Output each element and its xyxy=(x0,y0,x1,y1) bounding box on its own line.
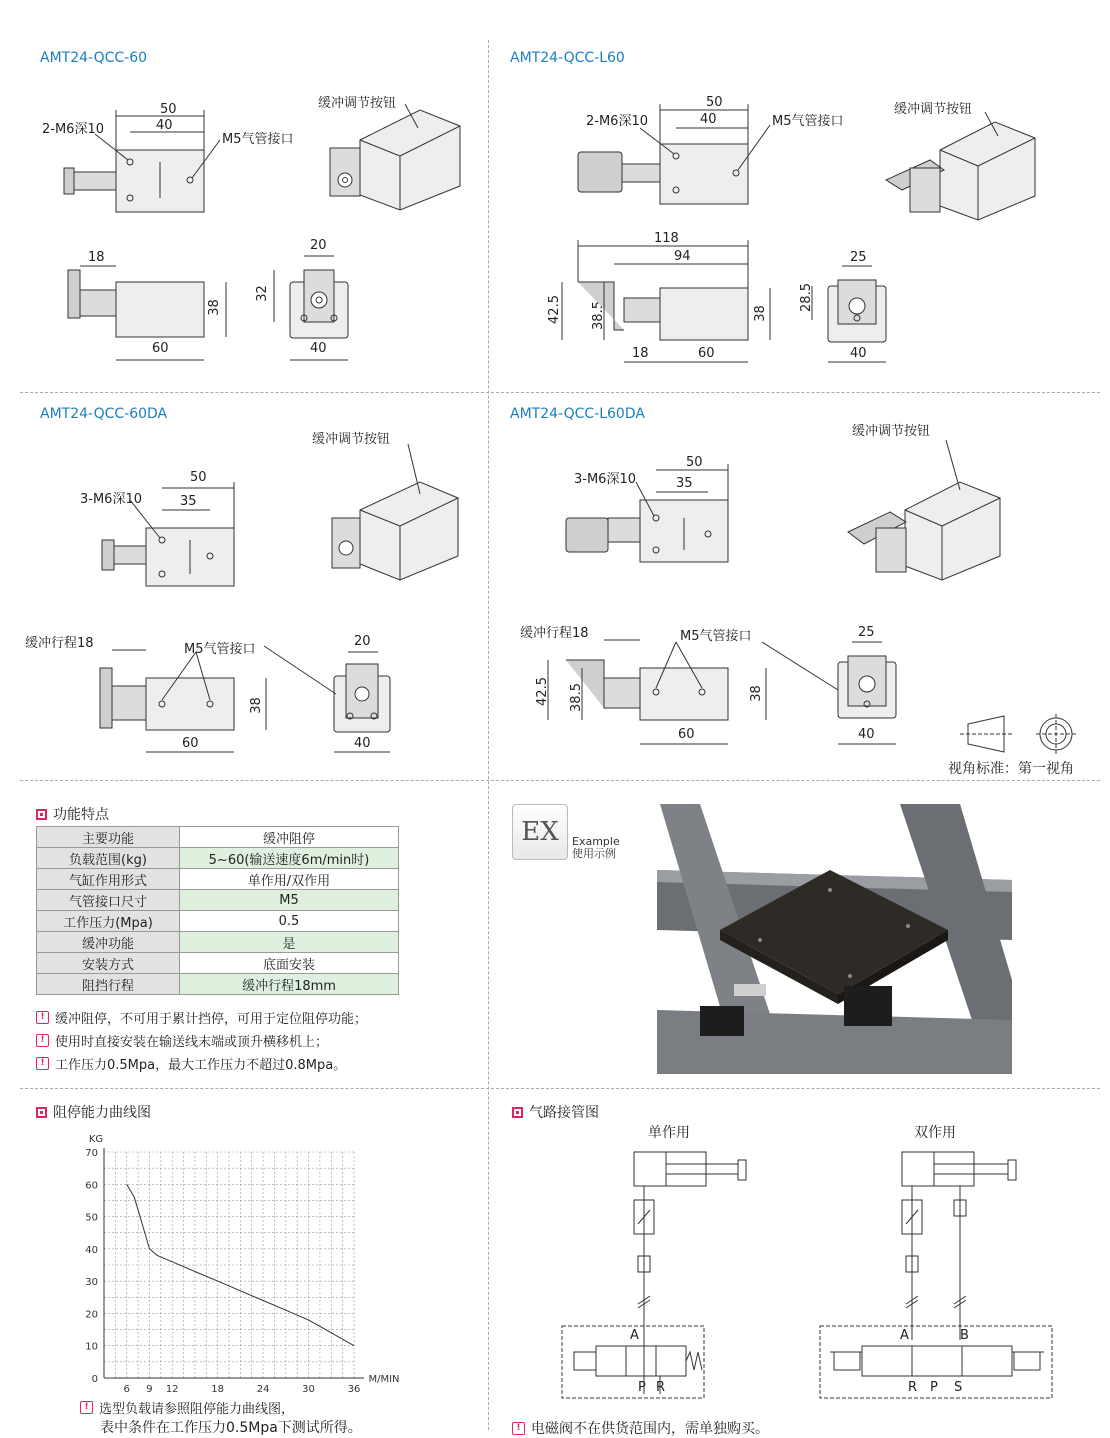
y-tick-label: 10 xyxy=(85,1341,98,1353)
knob-label: 缓冲调节按钮 xyxy=(852,424,931,439)
dim-label: 18 xyxy=(88,250,105,265)
y-tick-label: 30 xyxy=(85,1277,98,1289)
table-key: 工作压力(Mpa) xyxy=(37,911,180,932)
x-tick-label: 18 xyxy=(211,1384,225,1395)
dim-label: 42.5 xyxy=(534,677,550,706)
port-a: A xyxy=(630,1328,639,1343)
features-title-text: 功能特点 xyxy=(53,807,109,823)
x-tick-label: 9 xyxy=(146,1384,153,1395)
port-label: M5气管接口 xyxy=(184,642,256,657)
dim-label: 40 xyxy=(156,118,173,133)
dim-label: 50 xyxy=(706,95,723,110)
dim-label: 118 xyxy=(654,231,679,246)
port-p: P xyxy=(930,1380,938,1395)
port-r: R xyxy=(656,1380,666,1395)
port-label: M5气管接口 xyxy=(680,629,752,644)
note-text: 缓冲阻停，不可用于累计挡停，可用于定位阻停功能； xyxy=(55,1012,368,1027)
y-tick-label: 50 xyxy=(85,1212,98,1224)
dim-label: 38.5 xyxy=(568,683,584,712)
piping-title-text: 气路接管图 xyxy=(529,1105,599,1121)
example-caption-cn: 使用示例 xyxy=(572,847,616,860)
x-tick-label: 36 xyxy=(347,1384,361,1395)
table-value: 0.5 xyxy=(180,911,399,932)
dim-label: 40 xyxy=(310,341,327,356)
model-title: AMT24-QCC-60 xyxy=(40,50,148,66)
table-value: 单作用/双作用 xyxy=(180,869,399,890)
knob-label: 缓冲调节按钮 xyxy=(318,96,397,111)
warning-icon: ! xyxy=(80,1401,93,1414)
table-key: 阻挡行程 xyxy=(37,974,180,995)
table-value: 5~60(输送速度6m/min时) xyxy=(180,848,399,869)
x-tick-label: 12 xyxy=(165,1384,179,1395)
dim-label: 38 xyxy=(752,305,768,322)
dim-label: 50 xyxy=(686,455,703,470)
x-tick-label: 24 xyxy=(256,1384,270,1395)
warning-icon: ! xyxy=(36,1011,49,1024)
y-tick-label: 40 xyxy=(85,1244,98,1256)
y-tick-label: 70 xyxy=(85,1148,98,1159)
dim-label: 38 xyxy=(248,697,264,714)
warning-icon: ! xyxy=(36,1057,49,1070)
note-text: 电磁阀不在供货范围内，需单独购买。 xyxy=(531,1421,769,1437)
dim-label: 94 xyxy=(674,249,691,264)
model-title: AMT24-QCC-L60 xyxy=(510,50,625,66)
dim-label: 20 xyxy=(310,238,327,253)
port-label: M5气管接口 xyxy=(222,132,294,147)
table-key: 负载范围(kg) xyxy=(37,848,180,869)
stroke-label: 缓冲行程18 xyxy=(520,626,589,641)
note-text: 使用时直接安装在输送线末端或顶升横移机上； xyxy=(55,1035,329,1050)
dim-label: 40 xyxy=(700,112,717,127)
table-key: 缓冲功能 xyxy=(37,932,180,953)
dim-label: 50 xyxy=(160,102,177,117)
table-value: 缓冲行程18mm xyxy=(180,974,399,995)
x-axis-label: M/MIN xyxy=(368,1374,400,1385)
hole-label: 3-M6深10 xyxy=(80,492,142,507)
dim-label: 32 xyxy=(254,285,270,302)
dim-label: 60 xyxy=(678,727,695,742)
view-standard: 视角标准：第一视角 xyxy=(948,761,1074,777)
dim-label: 28.5 xyxy=(798,283,814,312)
dim-label: 38 xyxy=(206,299,222,316)
dim-label: 38.5 xyxy=(590,301,606,330)
dim-label: 18 xyxy=(632,346,649,361)
dim-label: 40 xyxy=(858,727,875,742)
x-tick-label: 30 xyxy=(302,1384,315,1395)
table-value: 底面安装 xyxy=(180,953,399,974)
knob-label: 缓冲调节按钮 xyxy=(312,432,391,447)
model-title: AMT24-QCC-60DA xyxy=(40,406,168,422)
port-label: M5气管接口 xyxy=(772,114,844,129)
warning-icon: ! xyxy=(36,1034,49,1047)
dim-label: 25 xyxy=(850,250,867,265)
port-p: P xyxy=(638,1380,646,1395)
port-r: R xyxy=(908,1380,918,1395)
curve-title-text: 阻停能力曲线图 xyxy=(53,1105,151,1121)
table-key: 气缸作用形式 xyxy=(37,869,180,890)
table-key: 安装方式 xyxy=(37,953,180,974)
y-axis-label: KG xyxy=(88,1134,104,1145)
dim-label: 50 xyxy=(190,470,207,485)
table-value: M5 xyxy=(180,890,399,911)
port-b: B xyxy=(960,1328,969,1343)
dim-label: 40 xyxy=(850,346,867,361)
port-a: A xyxy=(900,1328,909,1343)
hole-label: 2-M6深10 xyxy=(586,114,648,129)
dim-label: 25 xyxy=(858,625,875,640)
double-acting-label: 双作用 xyxy=(914,1125,956,1141)
curve-note-line2: 表中条件在工作压力0.5Mpa下测试所得。 xyxy=(100,1420,362,1436)
note-text: 工作压力0.5Mpa，最大工作压力不超过0.8Mpa。 xyxy=(55,1058,347,1073)
y-tick-label: 60 xyxy=(85,1180,98,1192)
knob-label: 缓冲调节按钮 xyxy=(894,102,973,117)
table-key: 主要功能 xyxy=(37,827,180,848)
x-tick-label: 6 xyxy=(123,1384,130,1395)
example-caption-en: Example xyxy=(572,835,620,848)
dim-label: 20 xyxy=(354,634,371,649)
dim-label: 35 xyxy=(676,476,693,491)
port-s: S xyxy=(954,1380,963,1395)
stroke-label: 缓冲行程18 xyxy=(25,636,94,651)
note-text: 选型负载请参照阻停能力曲线图， xyxy=(99,1402,295,1417)
dim-label: 38 xyxy=(748,685,764,702)
hole-label: 3-M6深10 xyxy=(574,472,636,487)
hole-label: 2-M6深10 xyxy=(42,122,104,137)
dim-label: 60 xyxy=(698,346,715,361)
dim-label: 35 xyxy=(180,494,197,509)
table-value: 是 xyxy=(180,932,399,953)
model-title: AMT24-QCC-L60DA xyxy=(510,406,645,422)
y-tick-label: 20 xyxy=(85,1309,98,1321)
dim-label: 60 xyxy=(182,736,199,751)
example-badge-text: EX xyxy=(521,817,559,847)
dim-label: 42.5 xyxy=(546,295,562,324)
warning-icon: ! xyxy=(512,1422,525,1435)
table-value: 缓冲阻停 xyxy=(180,827,399,848)
y-tick-label: 0 xyxy=(91,1374,98,1385)
piping-note xyxy=(512,1418,769,1438)
single-acting-label: 单作用 xyxy=(648,1125,690,1141)
dim-label: 40 xyxy=(354,736,371,751)
dim-label: 60 xyxy=(152,341,169,356)
table-key: 气管接口尺寸 xyxy=(37,890,180,911)
